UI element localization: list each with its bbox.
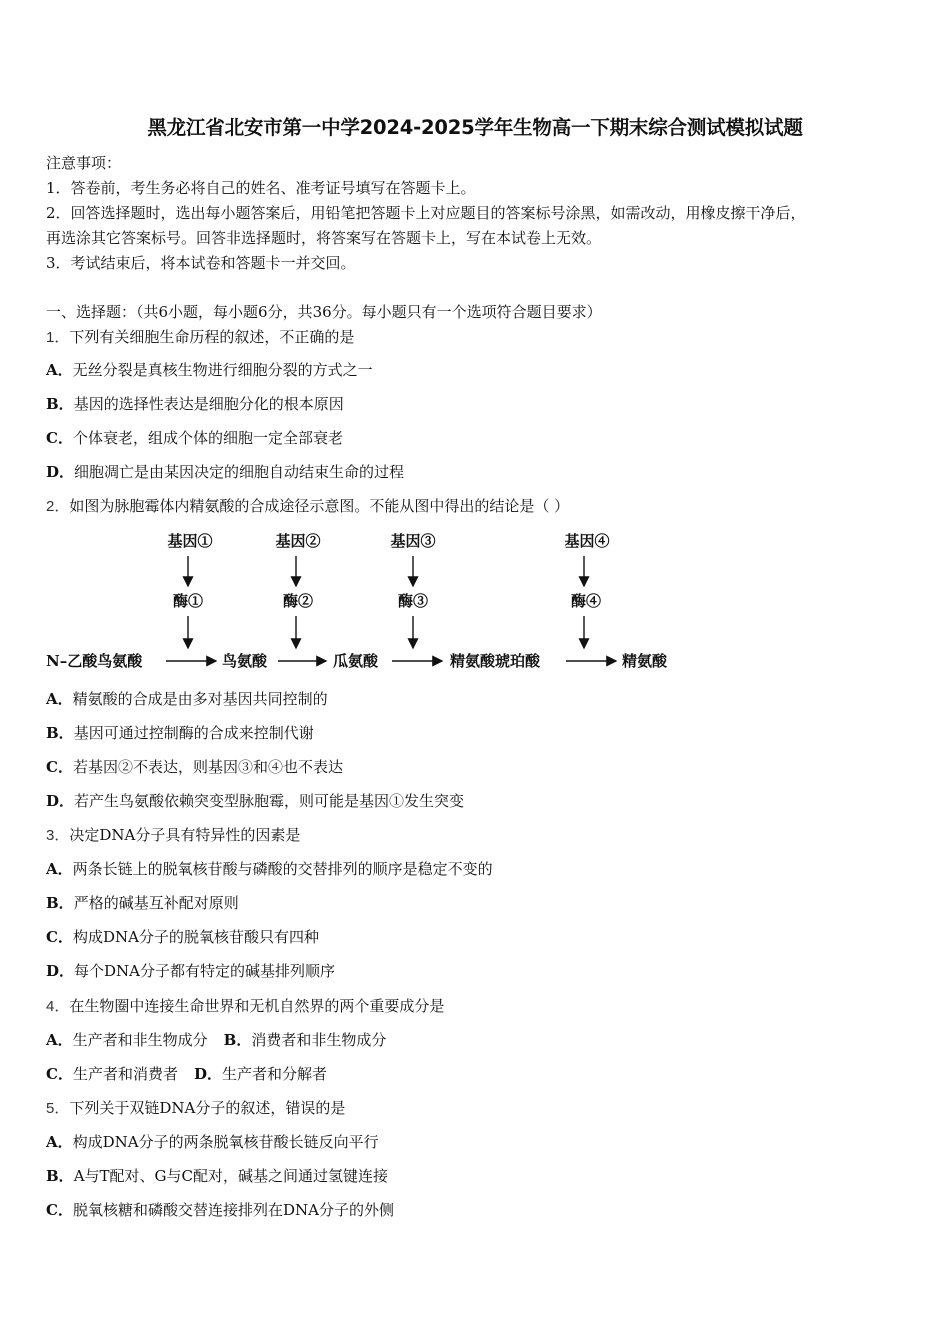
option-label: B． — [46, 894, 74, 912]
gene-4-label: 基因④ — [564, 532, 610, 550]
option-label: B． — [46, 724, 74, 742]
question-number: 5． — [46, 1100, 70, 1117]
gene-1-label: 基因① — [167, 532, 213, 550]
option-2b — [46, 722, 314, 744]
option-text: 基因可通过控制酶的合成来控制代谢 — [73, 724, 314, 742]
option-label: A． — [46, 361, 73, 379]
option-label: D． — [46, 463, 75, 481]
option-label: C． — [46, 1201, 73, 1219]
option-text: 基因的选择性表达是细胞分化的根本原因 — [73, 395, 344, 413]
options-4-row-1 — [46, 1029, 386, 1051]
question-stem: 在生物圈中连接生命世界和无机自然界的两个重要成分是 — [69, 997, 445, 1015]
section-heading: 一、选择题：（共6小题，每小题6分，共36分。每小题只有一个选项符合题目要求） — [46, 303, 602, 321]
option-label: D． — [193, 1065, 222, 1083]
option-label: B． — [223, 1031, 252, 1049]
option-1a — [46, 359, 373, 381]
question-number: 1． — [46, 329, 70, 346]
compound-ornithine: 鸟氨酸 — [222, 652, 268, 670]
notice-item: 1．答卷前，考生务必将自己的姓名、准考证号填写在答题卡上。 — [46, 179, 476, 197]
option-label: A． — [46, 860, 73, 878]
option-3b — [46, 892, 239, 914]
notice-item: 3．考试结束后，将本试卷和答题卡一并交回。 — [46, 254, 356, 272]
option-text: 无丝分裂是真核生物进行细胞分裂的方式之一 — [72, 361, 373, 379]
notice-item: 2．回答选择题时，选出每小题答案后，用铅笔把答题卡上对应题目的答案标号涂黑，如需改动，用橡皮擦干净后， — [46, 204, 806, 222]
compound-n-acetylornithine: N–乙酸鸟氨酸 — [46, 652, 143, 670]
option-3a — [46, 858, 493, 880]
option-label: B． — [46, 395, 74, 413]
enzyme-2-label: 酶② — [282, 592, 314, 610]
question-2 — [46, 495, 569, 518]
option-text: 脱氧核糖和磷酸交替连接排列在DNA分子的外侧 — [72, 1201, 394, 1219]
option-text: 生产者和分解者 — [221, 1065, 327, 1083]
option-3c — [46, 926, 319, 948]
option-label: A． — [46, 1133, 73, 1151]
enzyme-4-label: 酶④ — [570, 592, 602, 610]
option-text: 若产生鸟氨酸依赖突变型脉胞霉，则可能是基因①发生突变 — [74, 792, 465, 810]
question-4 — [46, 995, 444, 1018]
option-label: D． — [46, 792, 75, 810]
option-label: A． — [46, 690, 73, 708]
gene-3-label: 基因③ — [390, 532, 436, 550]
enzyme-3-label: 酶③ — [397, 592, 429, 610]
option-5c — [46, 1199, 394, 1221]
option-text: 细胞凋亡是由某因决定的细胞自动结束生命的过程 — [74, 463, 405, 481]
option-label: A． — [46, 1031, 73, 1049]
option-1c — [46, 427, 343, 449]
option-text: 严格的碱基互补配对原则 — [73, 894, 239, 912]
gene-2-label: 基因② — [275, 532, 321, 550]
notice-heading: 注意事项： — [46, 154, 122, 172]
option-text: 消费者和非生物成分 — [251, 1031, 387, 1049]
option-text: 构成DNA分子的脱氧核苷酸只有四种 — [72, 928, 319, 946]
option-label: C． — [46, 758, 73, 776]
option-2d — [46, 790, 464, 812]
question-3 — [46, 824, 300, 847]
enzyme-1-label: 酶① — [172, 592, 204, 610]
question-stem: 决定DNA分子具有特异性的因素是 — [69, 826, 301, 844]
option-label: D． — [46, 962, 75, 980]
option-2c — [46, 756, 343, 778]
notice-item: 再选涂其它答案标号。回答非选择题时，将答案写在答题卡上，写在本试卷上无效。 — [46, 229, 602, 247]
page-title: 黑龙江省北安市第一中学2024-2025学年生物高一下期末综合测试模拟试题 — [147, 116, 803, 139]
option-text: 个体衰老，组成个体的细胞一定全部衰老 — [72, 429, 343, 447]
question-5 — [46, 1097, 345, 1120]
option-text: 每个DNA分子都有特定的碱基排列顺序 — [74, 962, 336, 980]
option-label: C． — [46, 1065, 73, 1083]
option-1b — [46, 393, 344, 415]
option-text: 生产者和非生物成分 — [72, 1031, 208, 1049]
options-4-row-2 — [46, 1063, 327, 1085]
option-text: 两条长链上的脱氧核苷酸与磷酸的交替排列的顺序是稳定不变的 — [72, 860, 493, 878]
question-number: 3． — [46, 827, 70, 844]
option-text: 构成DNA分子的两条脱氧核苷酸长链反向平行 — [72, 1133, 379, 1151]
option-label: C． — [46, 429, 73, 447]
compound-arginine: 精氨酸 — [622, 652, 668, 670]
option-1d — [46, 461, 404, 483]
option-label: C． — [46, 928, 73, 946]
question-number: 2． — [46, 498, 70, 515]
question-1 — [46, 326, 354, 349]
option-5b — [46, 1165, 388, 1187]
question-stem: 如图为脉胞霉体内精氨酸的合成途径示意图。不能从图中得出的结论是（ ） — [69, 497, 570, 515]
option-5a — [46, 1131, 379, 1153]
option-text: 生产者和消费者 — [72, 1065, 178, 1083]
option-text: 精氨酸的合成是由多对基因共同控制的 — [72, 690, 328, 708]
question-stem: 下列有关细胞生命历程的叙述，不正确的是 — [69, 328, 355, 346]
question-number: 4． — [46, 998, 70, 1015]
question-stem: 下列关于双链DNA分子的叙述，错误的是 — [69, 1099, 346, 1117]
option-text: A与T配对、G与C配对，碱基之间通过氢键连接 — [73, 1167, 388, 1185]
arginine-pathway-diagram — [40, 522, 700, 682]
option-3d — [46, 960, 335, 982]
option-text: 若基因②不表达，则基因③和④也不表达 — [72, 758, 343, 776]
option-2a — [46, 688, 328, 710]
compound-citrulline: 瓜氨酸 — [333, 652, 379, 670]
option-label: B． — [46, 1167, 74, 1185]
compound-argininosuccinate: 精氨酸琥珀酸 — [450, 652, 541, 670]
